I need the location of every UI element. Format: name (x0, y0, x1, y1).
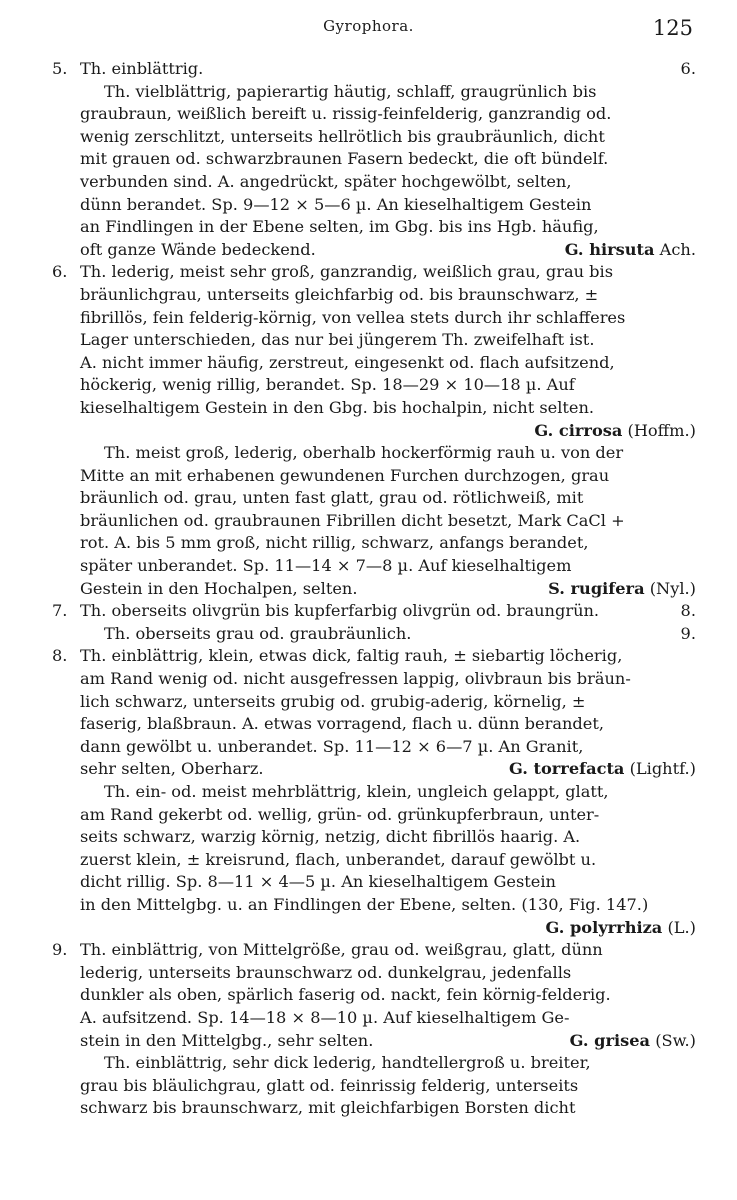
line-content (80, 284, 696, 307)
page-header (0, 0, 737, 50)
couplet-number (52, 804, 80, 827)
line-text: A. aufsitzend. Sp. 14—18 × 8—10 µ. Auf kieselhaltigem Ge- (80, 1007, 570, 1027)
line-text: Th. meist groß, lederig, oberhalb hockerförmig rauh u. von der (104, 443, 624, 463)
line-content (80, 307, 696, 330)
line-content (80, 126, 696, 149)
text-line (52, 894, 696, 917)
text-line (52, 58, 696, 81)
line-content (80, 939, 696, 962)
line-content (80, 1097, 696, 1120)
species-name (534, 420, 696, 443)
text-line (52, 1097, 696, 1120)
line-content (80, 758, 696, 781)
couplet-number (52, 374, 80, 397)
line-content (80, 442, 696, 465)
text-line (52, 194, 696, 217)
couplet-number (52, 758, 80, 781)
line-text: lich schwarz, unterseits grubig od. grubig-aderig, körnelig, ± (80, 691, 586, 711)
line-content (80, 352, 696, 375)
text-line (52, 465, 696, 488)
text-line (52, 532, 696, 555)
couplet-number (52, 555, 80, 578)
line-content (80, 691, 696, 714)
couplet-number: 5. (52, 59, 68, 78)
line-content (80, 804, 696, 827)
line-content (80, 261, 696, 284)
line-text: am Rand wenig od. nicht ausgefressen lappig, olivbraun bis bräun- (80, 669, 631, 689)
couplet-number (52, 894, 80, 917)
line-content (80, 329, 696, 352)
couplet-number (52, 578, 80, 601)
line-text: Th. einblättrig, von Mittelgröße, grau od. weißgrau, glatt, dünn (80, 940, 603, 960)
page-number: 125 (652, 16, 693, 40)
text-line (52, 826, 696, 849)
text-line (52, 329, 696, 352)
line-content (80, 736, 696, 759)
couplet-number (52, 532, 80, 555)
line-content (80, 1030, 696, 1053)
line-content (80, 578, 696, 601)
couplet-number (52, 1030, 80, 1053)
text-line (52, 510, 696, 533)
line-text: mit grauen od. schwarzbraunen Fasern bedeckt, die oft bündelf. (80, 149, 609, 169)
species-genus-epithet: G. grisea (569, 1030, 651, 1050)
text-line (52, 420, 696, 443)
text-line (52, 397, 696, 420)
line-text: seits schwarz, warzig körnig, netzig, dicht fibrillös haarig. A. (80, 827, 581, 847)
line-content (80, 826, 696, 849)
text-line (52, 261, 696, 284)
species-name (565, 239, 696, 262)
line-content (80, 58, 696, 81)
line-content (80, 894, 696, 917)
line-text: lederig, unterseits braunschwarz od. dunkelgrau, jedenfalls (80, 962, 572, 982)
line-text: grau bis bläulichgrau, glatt od. feinrissig felderig, unterseits (80, 1075, 579, 1095)
couplet-number (52, 487, 80, 510)
line-text: Th. ein- od. meist mehrblättrig, klein, ungleich gelappt, glatt, (104, 782, 609, 801)
couplet-number (52, 103, 80, 126)
text-line (52, 352, 696, 375)
couplet-number (52, 1007, 80, 1030)
couplet-number (52, 849, 80, 872)
line-content (80, 849, 696, 872)
text-line (52, 871, 696, 894)
text-line (52, 148, 696, 171)
couplet-number (52, 781, 80, 804)
species-genus-epithet: G. cirrosa (534, 420, 623, 440)
species-genus-epithet: G. hirsuta (564, 239, 655, 259)
line-content (80, 510, 696, 533)
couplet-number (52, 510, 80, 533)
running-head: Gyrophora. (323, 17, 414, 35)
species-genus-epithet: G. polyrrhiza (545, 917, 663, 937)
line-text: dünn berandet. Sp. 9—12 × 5—6 µ. An kieselhaltigem Gestein (80, 194, 592, 214)
text-line (52, 758, 696, 781)
line-text: Th. oberseits olivgrün bis kupferfarbig olivgrün od. braungrün. (80, 601, 600, 621)
couplet-lead: 6. (680, 59, 696, 78)
species-author: (Hoffm.) (627, 420, 696, 440)
couplet-number (52, 397, 80, 420)
couplet-number (52, 1052, 80, 1075)
line-content (80, 668, 696, 691)
line-content (80, 487, 696, 510)
couplet-lead: 9. (680, 623, 696, 643)
couplet-lead: 8. (680, 601, 696, 621)
text-line (52, 487, 696, 510)
couplet-number (52, 713, 80, 736)
line-content (80, 194, 696, 217)
couplet-number (52, 216, 80, 239)
key-text (52, 58, 696, 1120)
line-content (80, 962, 696, 985)
text-line (52, 103, 696, 126)
line-content (80, 374, 696, 397)
couplet-number (52, 668, 80, 691)
line-content (80, 984, 696, 1007)
text-line (52, 962, 696, 985)
couplet-number (52, 1075, 80, 1098)
text-line (52, 1052, 696, 1075)
text-line (52, 1007, 696, 1030)
text-line (52, 126, 696, 149)
couplet-number (52, 81, 80, 104)
line-text: dann gewölbt u. unberandet. Sp. 11—12 × 6—7 µ. An Granit, (80, 736, 584, 756)
text-line (52, 284, 696, 307)
text-line (52, 804, 696, 827)
couplet-number (52, 962, 80, 985)
couplet-number (52, 691, 80, 714)
line-text: A. nicht immer häufig, zerstreut, eingesenkt od. flach aufsitzend, (80, 352, 615, 372)
couplet-number: 7. (52, 601, 68, 621)
line-text: sehr selten, Oberharz. (80, 759, 264, 779)
couplet-number (52, 126, 80, 149)
couplet-number (52, 1097, 80, 1120)
line-text: oft ganze Wände bedeckend. (80, 239, 316, 259)
text-line (52, 917, 696, 940)
line-text: wenig zerschlitzt, unterseits hellrötlich bis graubräunlich, dicht (80, 126, 605, 146)
species-author: (Sw.) (655, 1030, 696, 1050)
line-text: dunkler als oben, spärlich faserig od. nackt, fein körnig-felderig. (80, 985, 611, 1005)
line-content (80, 532, 696, 555)
couplet-number (52, 465, 80, 488)
species-genus-epithet: G. torrefacta (508, 759, 625, 779)
text-line (52, 781, 696, 804)
line-text: verbunden sind. A. angedrückt, später hochgewölbt, selten, (80, 171, 572, 191)
line-text: Th. lederig, meist sehr groß, ganzrandig, weißlich grau, grau bis (80, 262, 614, 282)
line-text: Th. vielblättrig, papierartig häutig, schlaff, graugrünlich bis (104, 81, 597, 101)
species-genus-epithet: S. rugifera (548, 578, 645, 598)
line-text: später unberandet. Sp. 11—14 × 7—8 µ. Auf kieselhaltigem (80, 556, 572, 576)
line-content (80, 1052, 696, 1075)
couplet-number (52, 826, 80, 849)
line-content (80, 103, 696, 126)
couplet-number (52, 307, 80, 330)
line-text: schwarz bis braunschwarz, mit gleichfarbigen Borsten dicht (80, 1098, 576, 1118)
species-name (548, 578, 696, 601)
line-text: faserig, blaßbraun. A. etwas vorragend, flach u. dünn berandet, (80, 714, 604, 734)
line-text: bräunlichen od. graubraunen Fibrillen dicht besetzt, Mark CaCl + (80, 510, 625, 530)
line-text: Th. einblättrig, sehr dick lederig, handtellergroß u. breiter, (104, 1053, 591, 1073)
text-line (52, 736, 696, 759)
line-content (80, 555, 696, 578)
line-text: bräunlich od. grau, unten fast glatt, grau od. rötlichweiß, mit (80, 488, 584, 508)
text-line (52, 984, 696, 1007)
line-text: am Rand gekerbt od. wellig, grün- od. grünkupferbraun, unter- (80, 804, 600, 824)
couplet-number (52, 984, 80, 1007)
line-text: fibrillös, fein felderig-körnig, von vellea stets durch ihr schlafferes (80, 307, 626, 327)
text-line (52, 374, 696, 397)
text-line (52, 81, 696, 104)
species-author: Ach. (659, 239, 696, 259)
line-content (80, 397, 696, 420)
line-text: höckerig, wenig rillig, berandet. Sp. 18—29 × 10—18 µ. Auf (80, 375, 575, 395)
text-line (52, 623, 696, 646)
line-content (80, 623, 696, 646)
text-line (52, 849, 696, 872)
couplet-number (52, 171, 80, 194)
line-content (80, 216, 696, 239)
text-line (52, 691, 696, 714)
text-line (52, 578, 696, 601)
text-line (52, 171, 696, 194)
text-line (52, 216, 696, 239)
couplet-number (52, 284, 80, 307)
text-line (52, 1075, 696, 1098)
text-line (52, 668, 696, 691)
line-content (80, 171, 696, 194)
couplet-number (52, 736, 80, 759)
species-author: (L.) (667, 917, 696, 937)
species-author: (Lightf.) (629, 759, 696, 779)
text-line (52, 713, 696, 736)
line-text: in den Mittelgbg. u. an Findlingen der Ebene, selten. (130, Fig. 147.) (80, 894, 649, 914)
line-text: Mitte an mit erhabenen gewundenen Furchen durchzogen, grau (80, 465, 610, 485)
line-content (80, 465, 696, 488)
text-line (52, 600, 696, 623)
line-text: zuerst klein, ± kreisrund, flach, unberandet, darauf gewölbt u. (80, 849, 597, 869)
line-content (80, 81, 696, 104)
line-text: Lager unterschieden, das nur bei jüngerem Th. zweifelhaft ist. (80, 330, 595, 350)
couplet-number (52, 148, 80, 171)
line-text: graubraun, weißlich bereift u. rissig-feinfelderig, ganzrandig od. (80, 104, 612, 124)
line-text: rot. A. bis 5 mm groß, nicht rillig, schwarz, anfangs berandet, (80, 533, 589, 553)
couplet-number (52, 442, 80, 465)
text-line (52, 239, 696, 262)
couplet-number (52, 623, 80, 646)
line-content (80, 871, 696, 894)
species-name (509, 758, 696, 781)
couplet-number (52, 329, 80, 352)
species-name (570, 1030, 696, 1053)
couplet-number (52, 194, 80, 217)
line-content (80, 645, 696, 668)
line-text: an Findlingen in der Ebene selten, im Gbg. bis ins Hgb. häufig, (80, 217, 599, 237)
text-line (52, 939, 696, 962)
species-author: (Nyl.) (649, 578, 696, 598)
text-line (52, 442, 696, 465)
species-name (545, 917, 696, 940)
couplet-number (52, 352, 80, 375)
couplet-number: 9. (52, 940, 68, 960)
text-line (52, 307, 696, 330)
line-text: stein in den Mittelgbg., sehr selten. (80, 1030, 374, 1050)
text-line (52, 1030, 696, 1053)
couplet-number: 6. (52, 262, 68, 282)
line-content (80, 1075, 696, 1098)
line-content (80, 713, 696, 736)
line-text: dicht rillig. Sp. 8—11 × 4—5 µ. An kieselhaltigem Gestein (80, 872, 556, 892)
line-content (80, 148, 696, 171)
line-text: bräunlichgrau, unterseits gleichfarbig od. bis braunschwarz, ± (80, 284, 599, 304)
couplet-number (52, 239, 80, 262)
line-text: kieselhaltigem Gestein in den Gbg. bis hochalpin, nicht selten. (80, 397, 595, 417)
line-content (80, 1007, 696, 1030)
line-content (80, 781, 696, 804)
line-text: Th. oberseits grau od. graubräunlich. (104, 623, 412, 643)
line-text: Gestein in den Hochalpen, selten. (80, 578, 358, 598)
text-line (52, 555, 696, 578)
couplet-number: 8. (52, 646, 68, 666)
text-line (52, 645, 696, 668)
line-content (80, 239, 696, 262)
line-text: Th. einblättrig. (80, 59, 204, 78)
line-content (80, 600, 696, 623)
line-text: Th. einblättrig, klein, etwas dick, faltig rauh, ± siebartig löcherig, (80, 646, 623, 666)
couplet-number (52, 871, 80, 894)
